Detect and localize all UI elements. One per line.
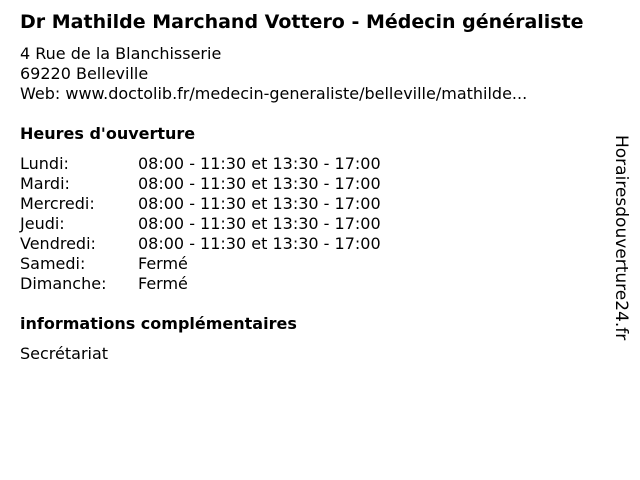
hours-day: Lundi:	[20, 154, 69, 173]
hours-day: Vendredi:	[20, 234, 96, 253]
info-text: Secrétariat	[20, 344, 109, 363]
address-block	[20, 44, 527, 104]
hours-day: Mercredi:	[20, 194, 95, 213]
hours-time: 08:00 - 11:30 et 13:30 - 17:00	[138, 174, 381, 193]
info-heading: informations complémentaires	[20, 314, 297, 333]
address-street: 4 Rue de la Blanchisserie	[20, 44, 222, 63]
hours-time: Fermé	[138, 254, 188, 273]
hours-heading: Heures d'ouverture	[20, 124, 196, 143]
hours-time: 08:00 - 11:30 et 13:30 - 17:00	[138, 214, 381, 233]
hours-time: 08:00 - 11:30 et 13:30 - 17:00	[138, 154, 381, 173]
hours-time: 08:00 - 11:30 et 13:30 - 17:00	[138, 194, 381, 213]
hours-time: 08:00 - 11:30 et 13:30 - 17:00	[138, 234, 381, 253]
page-title: Dr Mathilde Marchand Vottero - Médecin généraliste	[20, 11, 584, 33]
hours-day: Mardi:	[20, 174, 70, 193]
watermark-text: Horairesdouverture24.fr	[611, 135, 631, 341]
hours-day: Samedi:	[20, 254, 86, 273]
hours-day: Jeudi:	[20, 214, 65, 233]
address-web: Web: www.doctolib.fr/medecin-generaliste/belleville/mathilde...	[20, 84, 528, 103]
address-city: 69220 Belleville	[20, 64, 149, 83]
hours-time: Fermé	[138, 274, 188, 293]
site-watermark	[610, 135, 634, 375]
hours-day: Dimanche:	[20, 274, 107, 293]
